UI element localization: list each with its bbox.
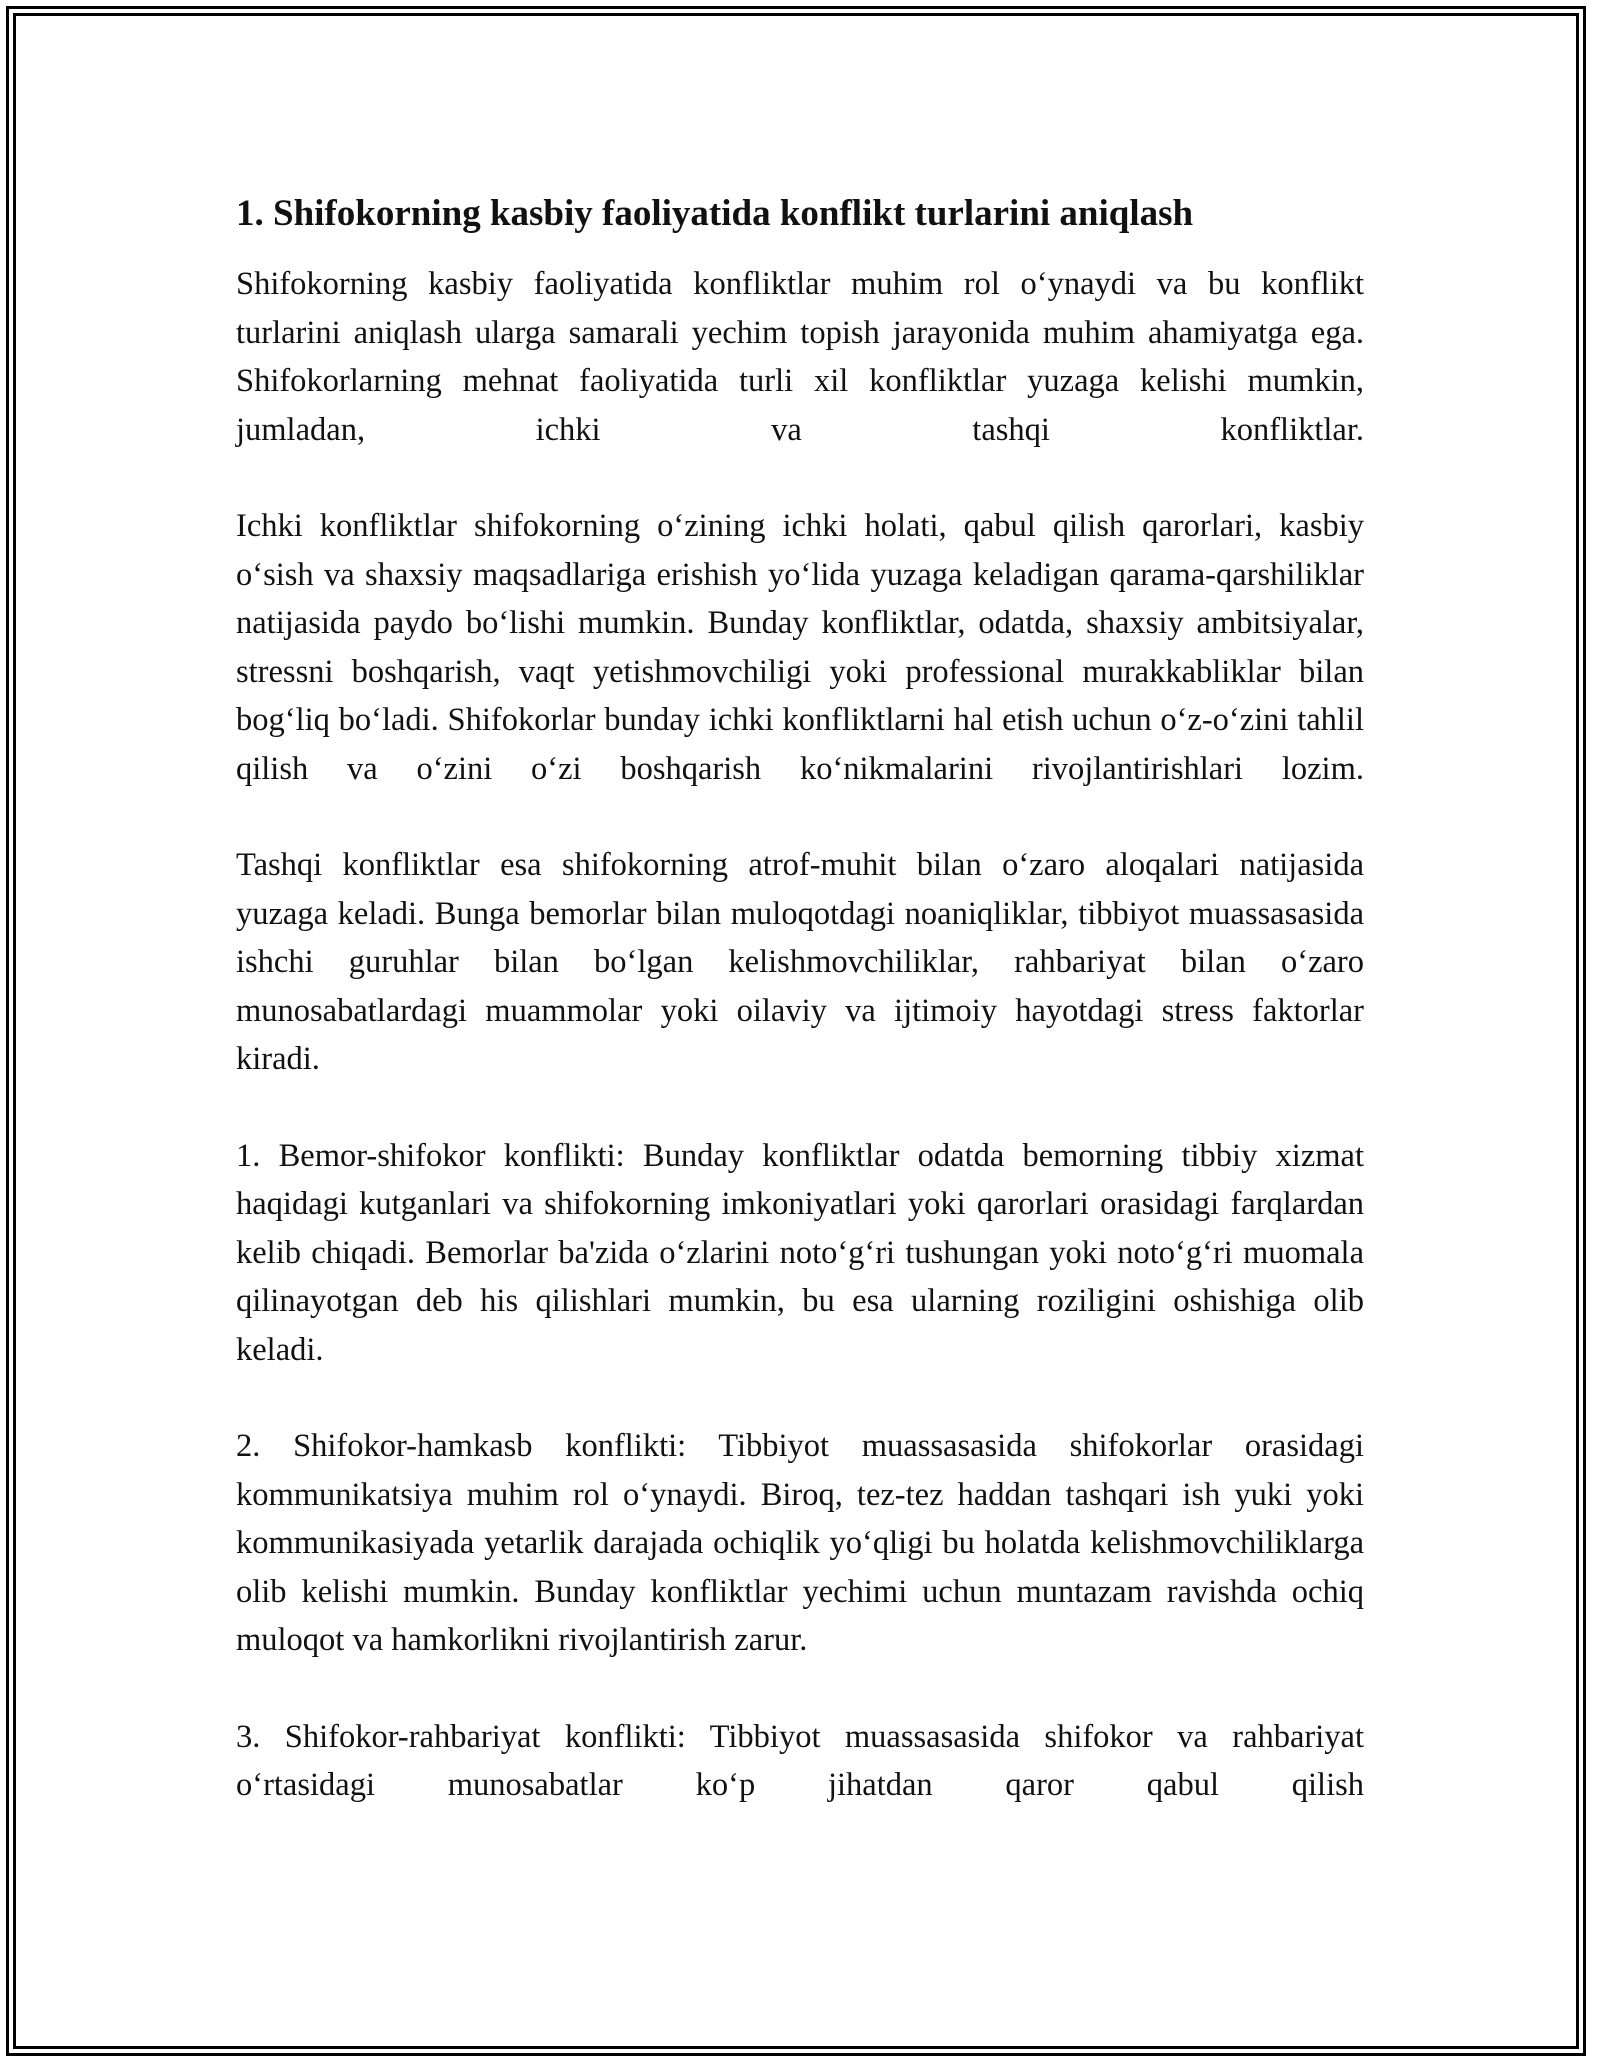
paragraph-external-conflicts: Tashqi konfliktlar esa shifokorning atrof-muhit bilan o‘zaro aloqalari natijasida yuzaga keladi. Bunga bemorlar bilan muloqotdagi noaniqliklar, tibbiyot muassasasida ishchi guruhlar bilan bo‘lgan kelishmovchiliklar, rahbariyat bilan o‘zaro munosabatlardagi muammolar yoki oilaviy va ijtimoiy hayotdagi stress faktorlar kiradi. xyxy=(236,847,1364,1077)
paragraph-intro: Shifokorning kasbiy faoliyatida konfliktlar muhim rol o‘ynaydi va bu konflikt turlarini aniqlash ularga samarali yechim topish jarayonida muhim ahamiyatga ega. Shifokorlarning mehnat faoliyatida turli xil konfliktlar yuzaga kelishi mumkin, jumladan, ichki va tashqi konfliktlar. xyxy=(236,266,1364,448)
paragraph-patient-doctor-conflict: 1. Bemor-shifokor konflikti: Bunday konfliktlar odatda bemorning tibbiy xizmat haqidagi kutganlari va shifokorning imkoniyatlari yoki qarorlari orasidagi farqlardan kelib chiqadi. Bemorlar ba'zida o‘zlarini noto‘g‘ri tushungan yoki noto‘g‘ri muomala qilinayotgan deb his qilishlari mumkin, bu esa ularning roziligini oshishiga olib keladi. xyxy=(236,1137,1364,1368)
paragraph-internal-conflicts: Ichki konfliktlar shifokorning o‘zining ichki holati, qabul qilish qarorlari, kasbiy o‘sish va shaxsiy maqsadlariga erishish yo‘lida yuzaga keladigan qarama-qarshiliklar natijasida paydo bo‘lishi mumkin. Bunday konfliktlar, odatda, shaxsiy ambitsiyalar, stressni boshqarish, vaqt yetishmovchiligi yoki professional murakkabliklar bilan bog‘liq bo‘ladi. Shifokorlar bunday ichki konfliktlarni hal etish uchun o‘z-o‘zini tahlil qilish va o‘zini o‘zi boshqarish ko‘nikmalarini rivojlantirishlari lozim. xyxy=(236,508,1364,787)
paragraph-doctor-management-conflict: 3. Shifokor-rahbariyat konflikti: Tibbiyot muassasasida shifokor va rahbariyat o‘rtasidagi munosabatlar ko‘p jihatdan qaror qabul qilish xyxy=(236,1718,1364,1803)
paragraph-doctor-colleague-conflict: 2. Shifokor-hamkasb konflikti: Tibbiyot muassasasida shifokorlar orasidagi kommunikatsiya muhim rol o‘ynaydi. Biroq, tez-tez haddan tashqari ish yuki yoki kommunikasiyada yetarlik darajada ochiqlik yo‘qligi bu holatda kelishmovchiliklarga olib kelishi mumkin. Bunday konfliktlar yechimi uchun muntazam ravishda ochiq muloqot va hamkorlikni rivojlantirish zarur. xyxy=(236,1428,1364,1658)
document-body xyxy=(236,186,1364,1810)
section-heading: 1. Shifokorning kasbiy faoliyatida konflikt turlarini aniqlash xyxy=(236,193,1194,234)
